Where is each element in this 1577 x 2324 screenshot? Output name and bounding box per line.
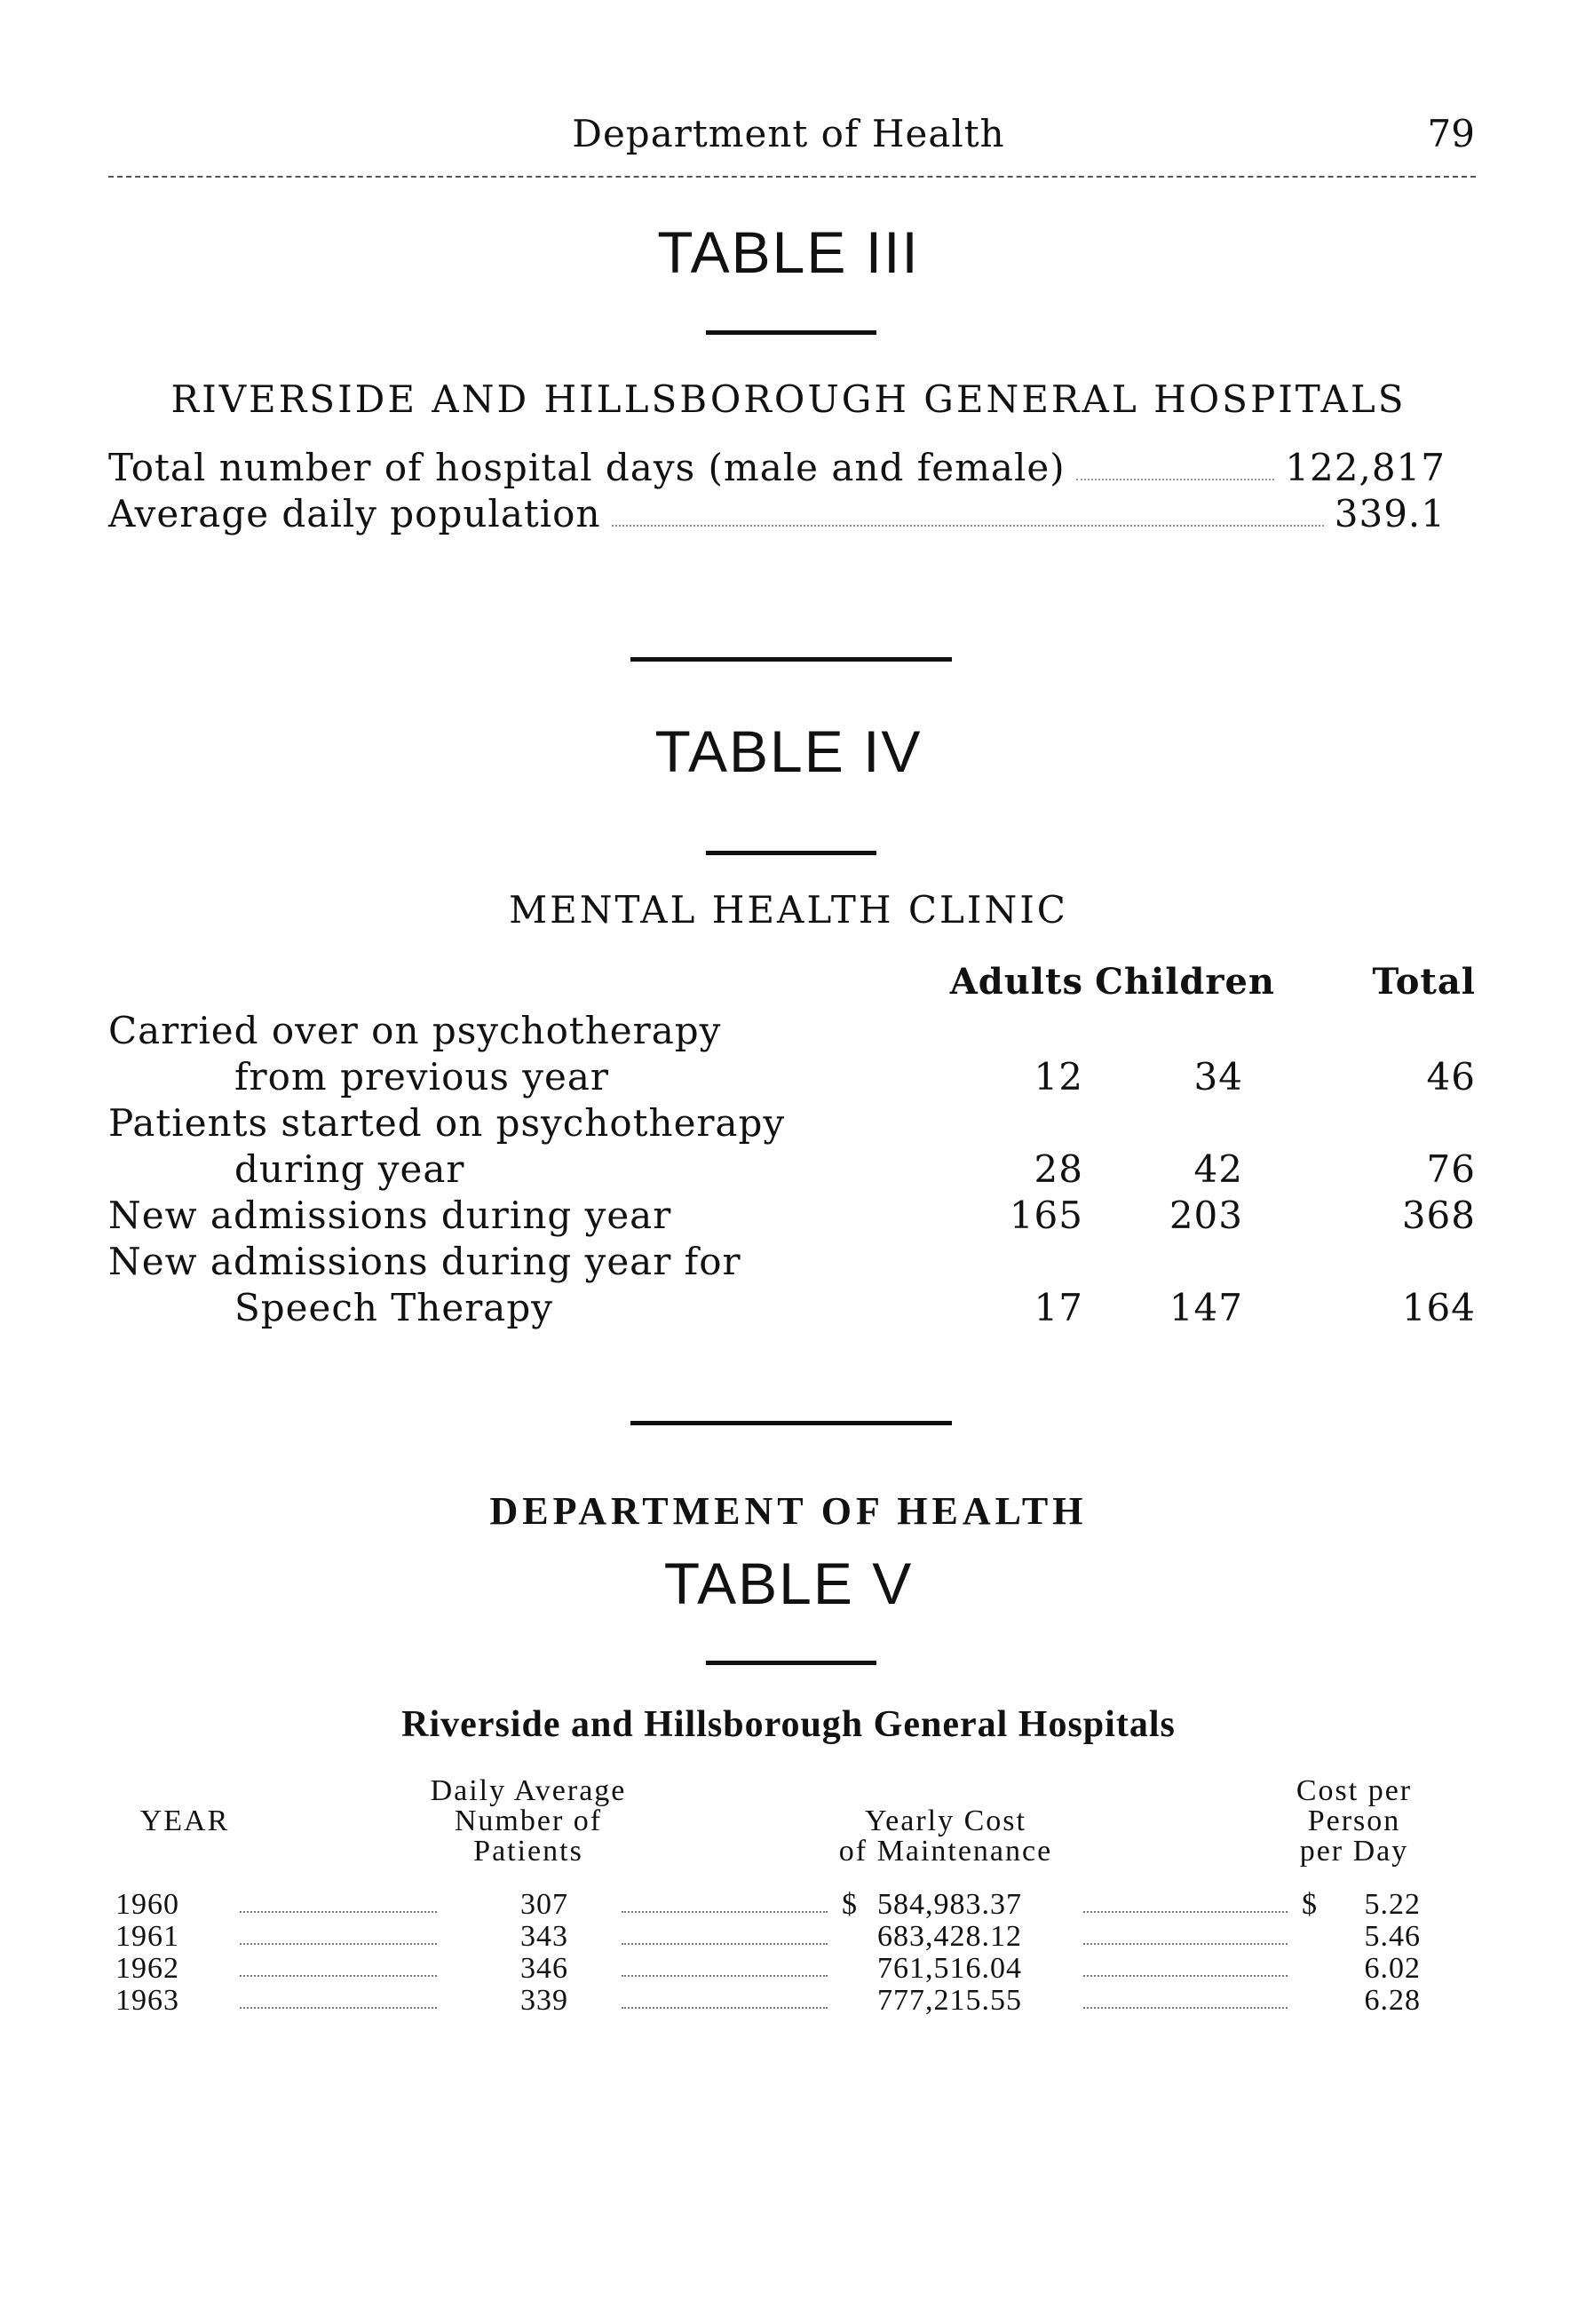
cell-cost-prefix: $ (842, 1888, 858, 1921)
dot-leader (622, 1984, 828, 2009)
cell-adults: 17 (1034, 1286, 1083, 1329)
column-header-cost-per-day (1261, 1776, 1447, 1867)
cell-children: 203 (1169, 1194, 1243, 1237)
table-iv-row-label-line (108, 1101, 1476, 1147)
cell-year: 1960 (115, 1888, 179, 1921)
department-heading: DEPARTMENT OF HEALTH (489, 1489, 1088, 1533)
table-iv-row-label-line (108, 1240, 1476, 1286)
table-row (115, 1984, 1421, 2016)
row-label: Carried over on psychotherapy (108, 1009, 722, 1052)
row-label-continued: during year (234, 1147, 465, 1191)
table-v-title-rule (706, 1661, 876, 1665)
header-line: per Day (1299, 1835, 1409, 1868)
table-iii-row-value: 122,817 (1285, 446, 1446, 489)
table-row (108, 1286, 1476, 1332)
row-label: New admissions during year for (108, 1240, 741, 1283)
cell-total: 368 (1401, 1194, 1476, 1237)
table-v-title: TABLE V (663, 1551, 914, 1616)
column-header-patients (382, 1776, 675, 1867)
cell-yearly-cost: 584,983.37 (877, 1888, 1022, 1921)
table-row (108, 1147, 1476, 1194)
row-label-continued: Speech Therapy (234, 1286, 553, 1329)
cell-per-day-prefix: $ (1302, 1888, 1318, 1921)
table-row (115, 1952, 1421, 1984)
header-line: Number of (454, 1804, 603, 1837)
dot-leader (1083, 1984, 1288, 2009)
dot-leader (1083, 1888, 1288, 1913)
table-iii-title-rule (706, 330, 876, 335)
header-line: Cost per (1296, 1774, 1413, 1807)
cell-adults: 12 (1034, 1055, 1083, 1099)
cell-total: 76 (1426, 1147, 1476, 1191)
cell-cost-per-day: 6.28 (1364, 1984, 1421, 2017)
table-row (108, 1055, 1476, 1101)
cell-year: 1961 (115, 1920, 179, 1953)
cell-total: 46 (1426, 1055, 1476, 1099)
row-label: New admissions during year (108, 1194, 672, 1237)
cell-year: 1962 (115, 1952, 179, 1985)
column-header-total: Total (1372, 961, 1476, 1003)
dot-leader (622, 1920, 828, 1945)
column-header-yearly-cost (799, 1806, 1092, 1867)
table-iii-heading: RIVERSIDE AND HILLSBOROUGH GENERAL HOSPITALS (170, 377, 1407, 421)
dot-leader (1076, 479, 1275, 480)
cell-yearly-cost: 683,428.12 (877, 1920, 1022, 1953)
cell-cost-per-day: 6.02 (1364, 1952, 1421, 1985)
table-row (115, 1920, 1421, 1952)
section-separator-rule (630, 657, 952, 662)
column-header-adults: Adults (949, 961, 1083, 1003)
page-number: 79 (1427, 112, 1475, 155)
table-iii-row-label: Average daily population (108, 492, 601, 535)
table-iii-row (108, 492, 1446, 535)
table-row (108, 1194, 1476, 1240)
cell-children: 34 (1193, 1055, 1243, 1099)
cell-total: 164 (1401, 1286, 1476, 1329)
running-header: Department of Health (572, 112, 1005, 155)
table-iii-row-value: 339.1 (1334, 492, 1446, 535)
cell-patients: 343 (520, 1920, 568, 1953)
cell-patients: 339 (520, 1984, 568, 2017)
cell-year: 1963 (115, 1984, 179, 2017)
table-iii-row (108, 446, 1446, 489)
header-line: of Maintenance (838, 1835, 1053, 1868)
header-line: Patients (473, 1835, 583, 1868)
cell-adults: 28 (1034, 1147, 1083, 1191)
table-iv-row-label-line (108, 1009, 1476, 1055)
cell-yearly-cost: 777,215.55 (877, 1984, 1022, 2017)
dot-leader (240, 1920, 437, 1945)
cell-children: 147 (1169, 1286, 1243, 1329)
cell-yearly-cost: 761,516.04 (877, 1952, 1022, 1985)
cell-cost-per-day: 5.46 (1364, 1920, 1421, 1953)
row-label-continued: from previous year (234, 1055, 610, 1099)
cell-patients: 346 (520, 1952, 568, 1985)
header-line: Daily Average (430, 1774, 627, 1807)
header-rule (108, 176, 1476, 178)
section-separator-rule (630, 1421, 952, 1425)
table-iv-title-rule (706, 851, 876, 855)
dot-leader (622, 1952, 828, 1977)
header-line: Yearly Cost (865, 1804, 1026, 1837)
header-line: Person (1307, 1804, 1401, 1837)
cell-adults: 165 (1009, 1194, 1083, 1237)
dot-leader (1083, 1920, 1288, 1945)
table-row (115, 1888, 1421, 1920)
dot-leader (1083, 1952, 1288, 1977)
table-v-heading: Riverside and Hillsborough General Hospitals (401, 1704, 1176, 1745)
cell-children: 42 (1193, 1147, 1243, 1191)
cell-cost-per-day: 5.22 (1364, 1888, 1421, 1921)
dot-leader (240, 1888, 437, 1913)
cell-patients: 307 (520, 1888, 568, 1921)
row-label: Patients started on psychotherapy (108, 1101, 786, 1145)
dot-leader (240, 1984, 437, 2009)
table-iii-title: TABLE III (657, 219, 920, 285)
column-header-children: Children (1095, 961, 1275, 1003)
table-iv-title: TABLE IV (654, 718, 923, 784)
table-iii-row-label: Total number of hospital days (male and female) (108, 446, 1066, 489)
column-header-year: YEAR (139, 1804, 230, 1837)
dot-leader (612, 525, 1324, 527)
dot-leader (622, 1888, 828, 1913)
table-iv-heading: MENTAL HEALTH CLINIC (509, 888, 1068, 932)
dot-leader (240, 1952, 437, 1977)
table-iv-column-headers (108, 961, 1476, 1007)
